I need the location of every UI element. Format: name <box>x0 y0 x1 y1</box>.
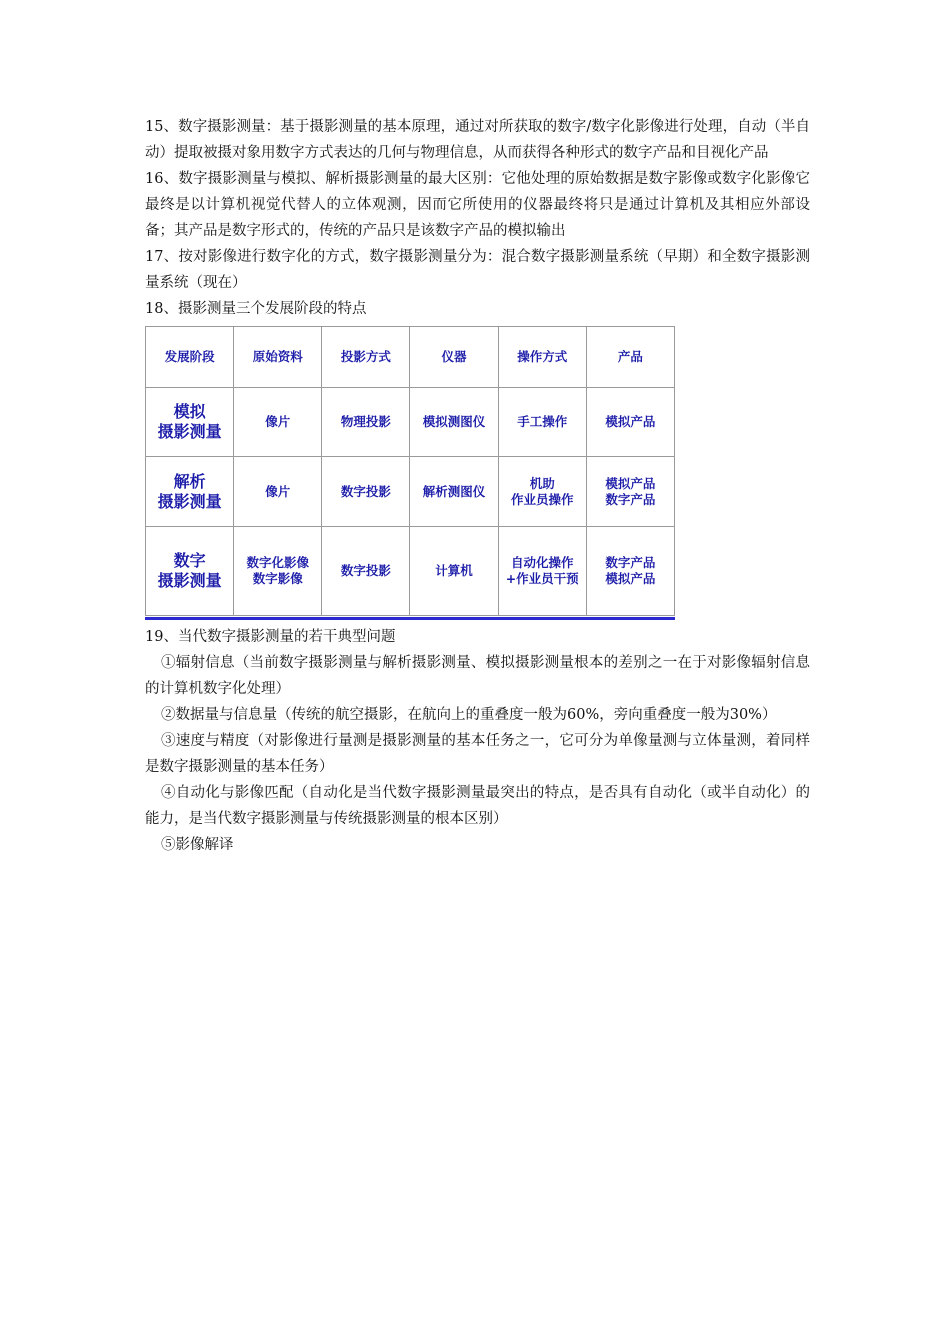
paragraph-16: 16、数字摄影测量与模拟、解析摄影测量的最大区别：它他处理的原始数据是数字影像或数字化影像它最终是以计算机视觉代替人的立体观测，因而它所使用的仪器最终将只是通过计算机及其相应外部设备；其产品是数字形式的，传统的产品只是该数字产品的模拟输出 <box>145 171 810 239</box>
header-cell: 发展阶段 <box>146 327 234 388</box>
table-cell: 数字投影 <box>322 457 410 526</box>
issue-item: ②数据量与信息量（传统的航空摄影，在航向上的重叠度一般为60%，旁向重叠度一般为30%） <box>161 707 777 723</box>
table-cell: 像片 <box>234 388 322 457</box>
header-cell: 仪器 <box>410 327 498 388</box>
table-cell: 模拟测图仪 <box>410 388 498 457</box>
table-cell: 机助 作业员操作 <box>498 457 586 526</box>
header-cell: 投影方式 <box>322 327 410 388</box>
header-cell: 操作方式 <box>498 327 586 388</box>
stages-table-figure <box>145 326 675 620</box>
header-cell: 产品 <box>586 327 674 388</box>
table-cell: 模拟产品 <box>586 388 674 457</box>
table-cell: 解析测图仪 <box>410 457 498 526</box>
document-body <box>145 114 810 858</box>
issue-item: ①辐射信息（当前数字摄影测量与解析摄影测量、模拟摄影测量根本的差别之一在于对影像辐射信息的计算机数字化处理） <box>145 655 810 697</box>
table-row <box>146 388 675 457</box>
table-cell: 解析 摄影测量 <box>146 457 234 526</box>
table-cell: 数字产品 模拟产品 <box>586 526 674 615</box>
table-cell: 计算机 <box>410 526 498 615</box>
table-header-row <box>146 327 675 388</box>
table-cell: 数字 摄影测量 <box>146 526 234 615</box>
paragraph-15: 15、数字摄影测量：基于摄影测量的基本原理，通过对所获取的数字/数字化影像进行处理，自动（半自动）提取被摄对象用数字方式表达的几何与物理信息，从而获得各种形式的数字产品和目视化产品 <box>145 119 810 161</box>
table-bottom-rule <box>145 617 675 620</box>
paragraph-17: 17、按对影像进行数字化的方式，数字摄影测量分为：混合数字摄影测量系统（早期）和全数字摄影测量系统（现在） <box>145 249 810 291</box>
paragraph-18: 18、摄影测量三个发展阶段的特点 <box>145 301 367 317</box>
table-row <box>146 457 675 526</box>
table-cell: 物理投影 <box>322 388 410 457</box>
section-19-title: 19、当代数字摄影测量的若干典型问题 <box>145 629 396 645</box>
table-cell: 手工操作 <box>498 388 586 457</box>
table-cell: 数字化影像 数字影像 <box>234 526 322 615</box>
header-cell: 原始资料 <box>234 327 322 388</box>
table-row <box>146 526 675 615</box>
issue-item: ③速度与精度（对影像进行量测是摄影测量的基本任务之一，它可分为单像量测与立体量测，着同样是数字摄影测量的基本任务） <box>145 733 810 775</box>
table-cell: 像片 <box>234 457 322 526</box>
issue-item: ④自动化与影像匹配（自动化是当代数字摄影测量最突出的特点，是否具有自动化（或半自动化）的能力，是当代数字摄影测量与传统摄影测量的根本区别） <box>145 785 810 827</box>
table-cell: 数字投影 <box>322 526 410 615</box>
table-cell: 模拟产品 数字产品 <box>586 457 674 526</box>
stages-table <box>145 326 675 616</box>
table-cell: 模拟 摄影测量 <box>146 388 234 457</box>
table-cell: 自动化操作 +作业员干预 <box>498 526 586 615</box>
issue-item: ⑤影像解译 <box>161 837 234 853</box>
